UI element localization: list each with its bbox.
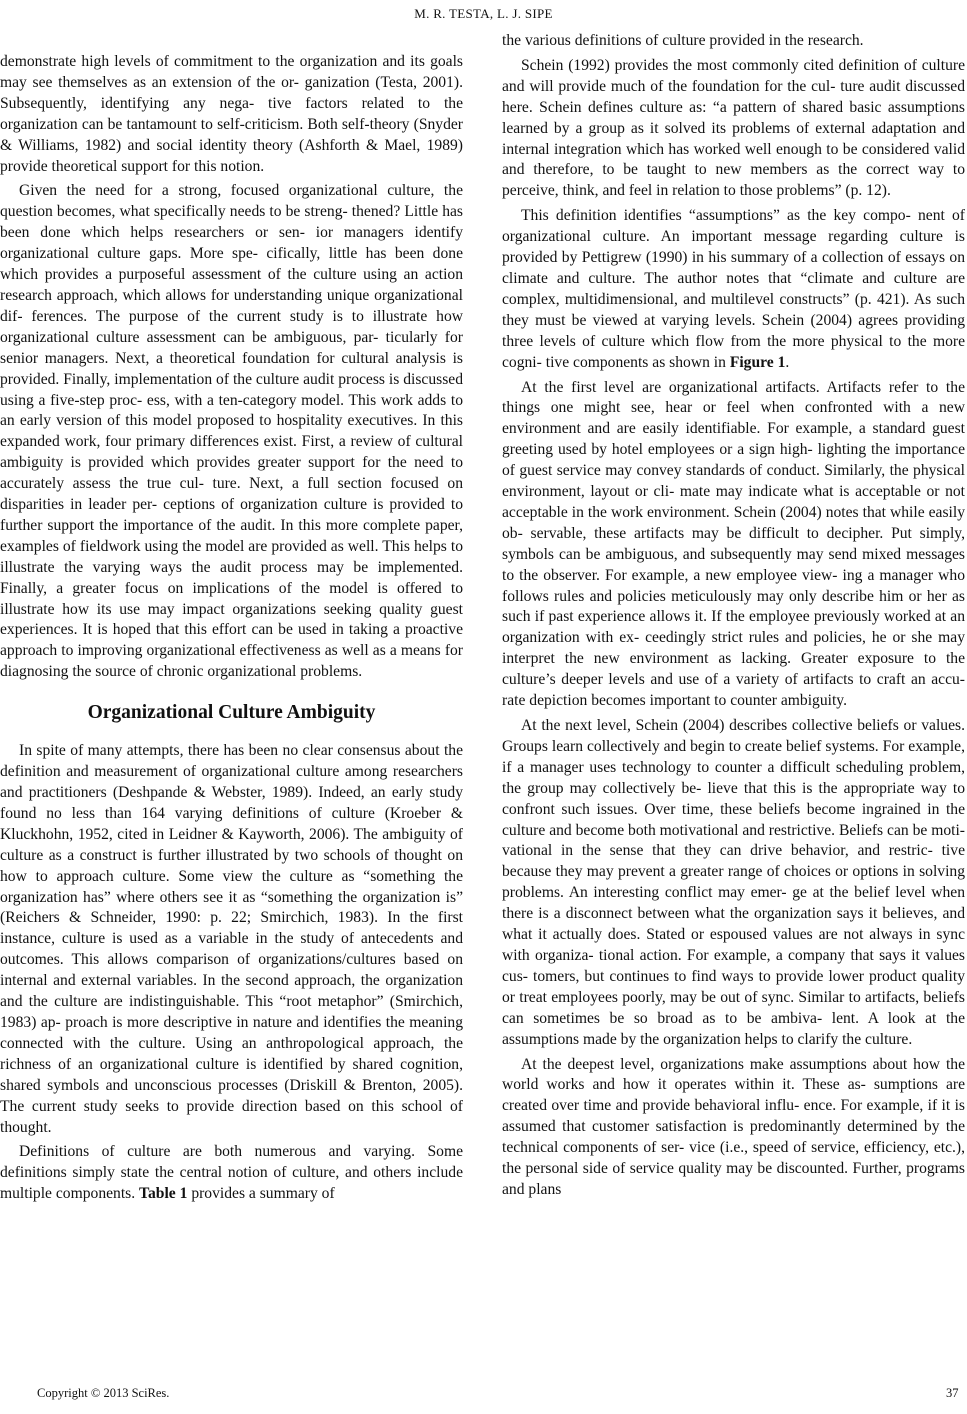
paragraph: At the first level are organizational artifacts. Artifacts refer to the things one might see, hear or feel when confronted with a new environment and are easily identifiable. For example, a standard guest greeting used by hotel employees or a sign high- lighting the importance of guest service may convey standards of conduct. Similarly, the physical environment, layout or cli- mate may indicate what is acceptable or not acceptable in the work environment. Schein (2004) notes that while easily ob- servable, these artifacts may be difficult to decipher. Put simply, symbols can be ambiguous, and subsequently may send mixed messages to the observer. For example, a new employee view- ing a manager who follows rules and policies meticulously may only describe him or her as such if past experience allows it. If the employee previously worked at an organization with ex- ceedingly strict rules and policies, he or she may interpret the new environment as lacking. Greater exposure to the culture’s deeper levels and use of a variety of artifacts to craft an accu- rate depiction becomes important to counter ambiguity.	[502, 378, 965, 710]
copyright-notice: Copyright © 2013 SciRes.	[37, 1386, 170, 1400]
section-heading: Organizational Culture Ambiguity	[87, 702, 376, 724]
right-column	[502, 31, 965, 1205]
figure-reference: Figure 1	[729, 353, 786, 371]
table-reference: Table 1	[139, 1185, 188, 1203]
paragraph-text: provides a summary of	[187, 1185, 335, 1203]
paragraph	[502, 206, 965, 373]
paragraph-text: Definitions of culture are both numerous and varying. Some definitions simply state the central notion of culture, and others include multiple components.	[0, 1143, 463, 1203]
page-number: 37	[946, 1386, 959, 1400]
paragraph-text: This definition identifies “assumptions” as the key compo- nent of organizational culture. An important message regarding culture is provided by Pettigrew (1990) in his summary of a collection of essays on climate and culture. The author notes that “climate and culture are complex, multidimensional, and multilevel constructs” (p. 421). As such they must be viewed at varying levels. Schein (2004) agrees providing three levels of culture which flow from the more physical to the more cogni- tive components as shown in	[502, 207, 965, 371]
paragraph: the various definitions of culture provided in the research.	[502, 32, 864, 49]
paragraph	[0, 1142, 463, 1205]
paragraph: At the next level, Schein (2004) describes collective beliefs or values. Groups learn collectively and begin to create belief systems. For example, if a manager uses technology to counter a difficult scheduling problem, the group may collectively be- lieve that this is the appropriate way to confront such issues. Over time, these beliefs become ingrained in the culture and become both motivational and restrictive. Beliefs can be moti- vational in the sense that they can drive behavior, and restric- tive because they may prevent a greater range of choices or options in solving problems. An interesting conflict may emer- ge at the belief level when there is a disconnect between what the organization says it believes, and what it actually does. Stated or espoused values are not always in sync with organiza- tional action. For example, a company that says it values cus- tomers, but continues to find ways to provide lower product quality or treat employees poorly, may be out of sync. Similar to artifacts, beliefs can sometimes be so broad as to be ambiva- lent. A look at the assumptions made by the organization helps to clarify the culture.	[502, 717, 965, 1048]
paragraph: demonstrate high levels of commitment to the organization and its goals may see themselves as an extension of the or- ganization (Testa, 2001). Subsequently, identifying any nega- tive factors related to the organization can be tantamount to self-criticism. Both self-theory (Snyder & Williams, 1982) and social identity theory (Ashforth & Mael, 1989) provide theoretical support for this notion.	[0, 53, 463, 175]
paragraph: In spite of many attempts, there has been no clear consensus about the definition and measurement of organizational culture among researchers and practitioners (Deshpande & Webster, 1989). Indeed, an early study found no less than 164 varying definitions of culture (Kroeber & Kluckhohn, 1952, cited in Leidner & Kayworth, 2006). The ambiguity of culture as a construct is further illustrated by two schools of thought on how to approach culture. Some view the culture as “something the organization has” where others see it as “something the organization is” (Reichers & Schneider, 1990: p. 22; Smirchich, 1983). In the first instance, culture is used as a variable in the study of antecedents and outcomes. This allows comparison of organizations/cultures based on internal and external variables. In the second approach, the organization and the culture are indistinguishable. This “root metaphor” (Smirchich, 1983) ap- proach is more descriptive in nature and identifies the meaning connected with the culture. Using an anthropological approach, the richness of an organizational culture is identified by shared cognition, shared symbols and unconscious processes (Driskill & Brenton, 2005). The current study seeks to provide direction based on this school of thought.	[0, 742, 463, 1136]
paragraph: Schein (1992) provides the most commonly cited definition of culture and will provide much of the foundation for the cul- ture audit discussed here. Schein defines culture as: “a pattern of shared basic assumptions learned by a group as it solved its problems of external adaptation and internal integration which has worked well enough to be considered valid and therefore, to be taught to new members as the correct way to perceive, think, and feel in relation to those problems” (p. 12).	[502, 56, 965, 200]
left-column	[0, 52, 463, 1209]
paragraph: Given the need for a strong, focused organizational culture, the question becomes, what specifically needs to be streng- thened? Little has been done which helps researchers or sen- ior managers identify organizational culture gaps. More spe- cifically, little has been done which provides a purposeful assessment of the culture using an action research approach, which allows for understanding unique organizational dif- ferences. The purpose of the current study is to illustrate how organizational culture assessment can be ambiguous, par- ticularly for senior managers. Next, a theoretical foundation for cultural analysis is provided. Finally, implementation of the culture audit process is discussed using a five-step proc- ess, with a ten-category model. This work adds to an early version of this model proposed to hospitality executives. In this expanded work, four primary differences exist. First, a review of cultural ambiguity is provided which provides greater support for the need to accurately assess the true cul- ture. Next, a full section focused on disparities in leader per- ceptions of organization culture is provided to further support the importance of the audit. In this more complete paper, examples of fieldwork using the model are provided as well. This helps to illustrate the varying ways the audit process may be implemented. Finally, a greater focus on implications of the model is offered to illustrate how its use may impact organizations seeking quality guest experiences. It is hoped that this effort can be used in taking a proactive approach to improving organizational effectiveness as well as a means for diagnosing the source of chronic organizational problems.	[0, 182, 463, 681]
paragraph: At the deepest level, organizations make assumptions about how the world works and how it operates within it. These as- sumptions are created over time and provide behavioral influ- ence. For example, if it is assumed that customer satisfaction is predominantly determined by the technical components of ser- vice (i.e., speed of service, efficiency, etc.), the personal side of service quality may be discounted. Further, programs and plans	[502, 1055, 965, 1198]
paragraph-text: .	[785, 353, 790, 371]
running-head: M. R. TESTA, L. J. SIPE	[414, 6, 553, 21]
